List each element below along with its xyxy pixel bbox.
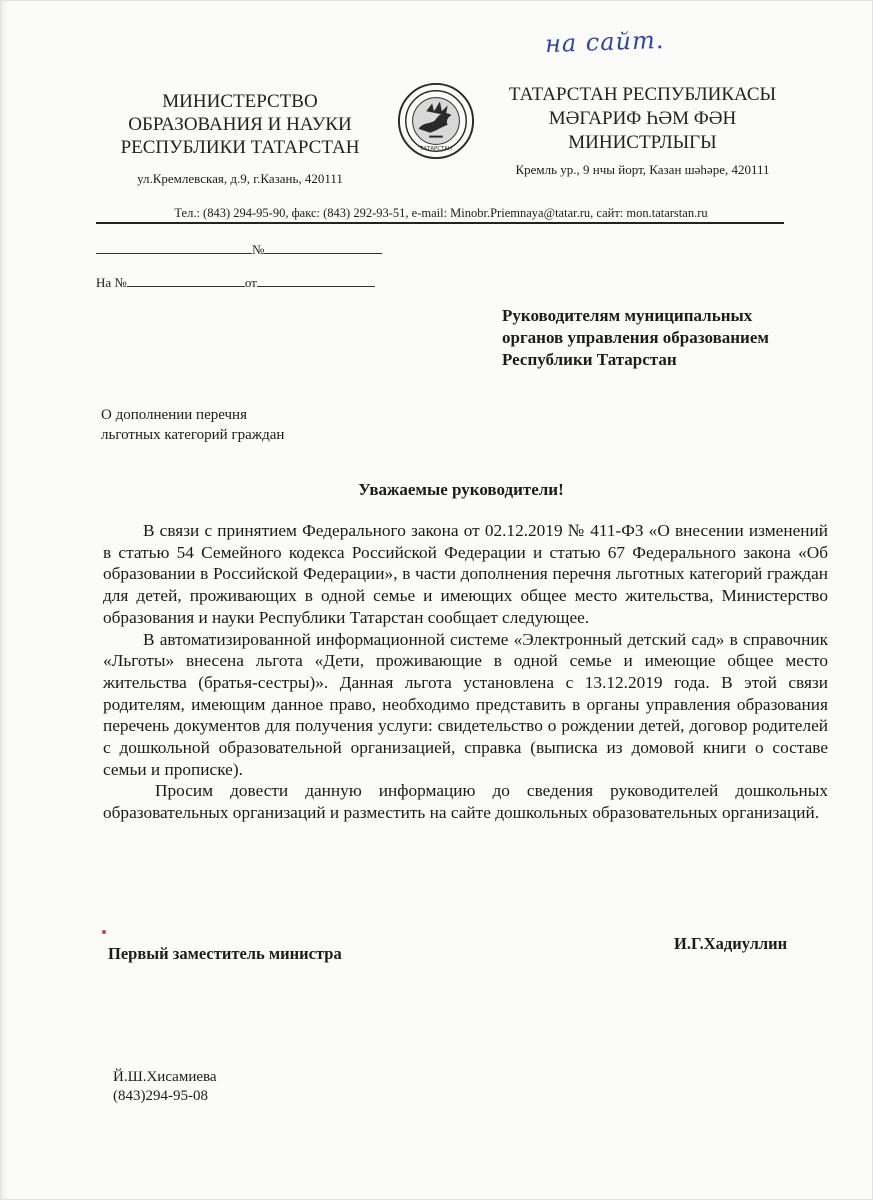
- date-blank: [96, 241, 252, 254]
- signatory-position: Первый заместитель министра: [108, 944, 342, 963]
- subject-block: [101, 405, 361, 445]
- letter-body: [103, 520, 828, 824]
- address-ru: ул.Кремлевская, д.9, г.Казань, 420111: [137, 171, 343, 186]
- signatory-name: И.Г.Хадиуллин: [674, 934, 788, 953]
- body-paragraph: Просим довести данную информацию до сведения руководителей дошкольных образовательных организаций и разместить на сайте дошкольных образовательных организаций.: [103, 781, 828, 823]
- body-paragraph: В автоматизированной информационной системе «Электронный детский сад» в справочник «Льготы» внесена льгота «Дети, проживающие в одной семье и имеющие общее место жительства (братья-сестры)». Данная льгота установлена с 13.12.2019 года. В этой связи родителям, имеющим данное право, необходимо представить в органы управления образования перечень документов для получения услуги: свидетельство о рождении детей, договор родителей с дошкольной образовательной организацией, справка (выписка из домовой книги о составе семьи и прописке).: [103, 629, 828, 779]
- reply-date-blank: [257, 274, 375, 287]
- outgoing-number-line: [96, 241, 382, 259]
- addressee-line: Руководителям муниципальных: [502, 306, 753, 325]
- ministry-name-tt-line: МИНИСТРЛЫГЫ: [568, 132, 717, 153]
- contacts-line: Тел.: (843) 294-95-90, факс: (843) 292-93-51, e-mail: Minobr.Priemnaya@tatar.ru, сайт: mon.tatarstan.ru: [174, 206, 708, 220]
- addressee-line: Республики Татарстан: [502, 350, 677, 369]
- date-label: от: [244, 275, 257, 290]
- header-divider: [96, 222, 784, 224]
- executor-name: Й.Ш.Хисамиева: [113, 1069, 217, 1085]
- reply-number-blank: [127, 274, 245, 287]
- subject-line: О дополнении перечня: [101, 407, 247, 423]
- ministry-name-tt-line: ТАТАРСТАН РЕСПУБЛИКАСЫ: [508, 84, 777, 105]
- emblem-caption: ТАТАРСТАН: [420, 146, 452, 153]
- number-label: №: [252, 242, 265, 257]
- ministry-name-tt-line: МӘГАРИФ ҺӘМ ФӘН: [548, 108, 737, 129]
- greeting: Уважаемые руководители!: [358, 480, 564, 499]
- ministry-name-ru: [95, 90, 385, 159]
- ministry-name-ru-line: РЕСПУБЛИКИ ТАТАРСТАН: [120, 137, 360, 158]
- number-blank: [264, 241, 382, 254]
- reply-label: На №: [96, 275, 127, 290]
- executor-block: [113, 1068, 217, 1106]
- reply-number-line: [96, 274, 375, 292]
- executor-phone: (843)294-95-08: [113, 1088, 208, 1104]
- address-tt: Кремль ур., 9 нчы йорт, Казан шәһәре, 420111: [515, 162, 770, 177]
- addressee-block: [502, 305, 832, 371]
- ink-speck: [102, 930, 106, 934]
- subject-line: льготных категорий граждан: [101, 427, 285, 443]
- ministry-name-ru-line: ОБРАЗОВАНИЯ И НАУКИ: [128, 114, 352, 135]
- handwritten-note: на сайт.: [544, 25, 665, 59]
- addressee-line: органов управления образованием: [502, 328, 769, 347]
- ministry-name-tt: [490, 83, 795, 155]
- ministry-name-ru-line: МИНИСТЕРСТВО: [162, 91, 318, 112]
- tatarstan-emblem-icon: [397, 82, 475, 160]
- body-paragraph: В связи с принятием Федерального закона от 02.12.2019 № 411-ФЗ «О внесении изменений в статью 54 Семейного кодекса Российской Федерации и статью 67 Федерального закона «Об образовании в Российской Федерации», в части дополнения перечня льготных категорий граждан для детей, проживающих в одной семье и имеющих общее место жительства, Министерство образования и науки Республики Татарстан сообщает следующее.: [103, 521, 828, 627]
